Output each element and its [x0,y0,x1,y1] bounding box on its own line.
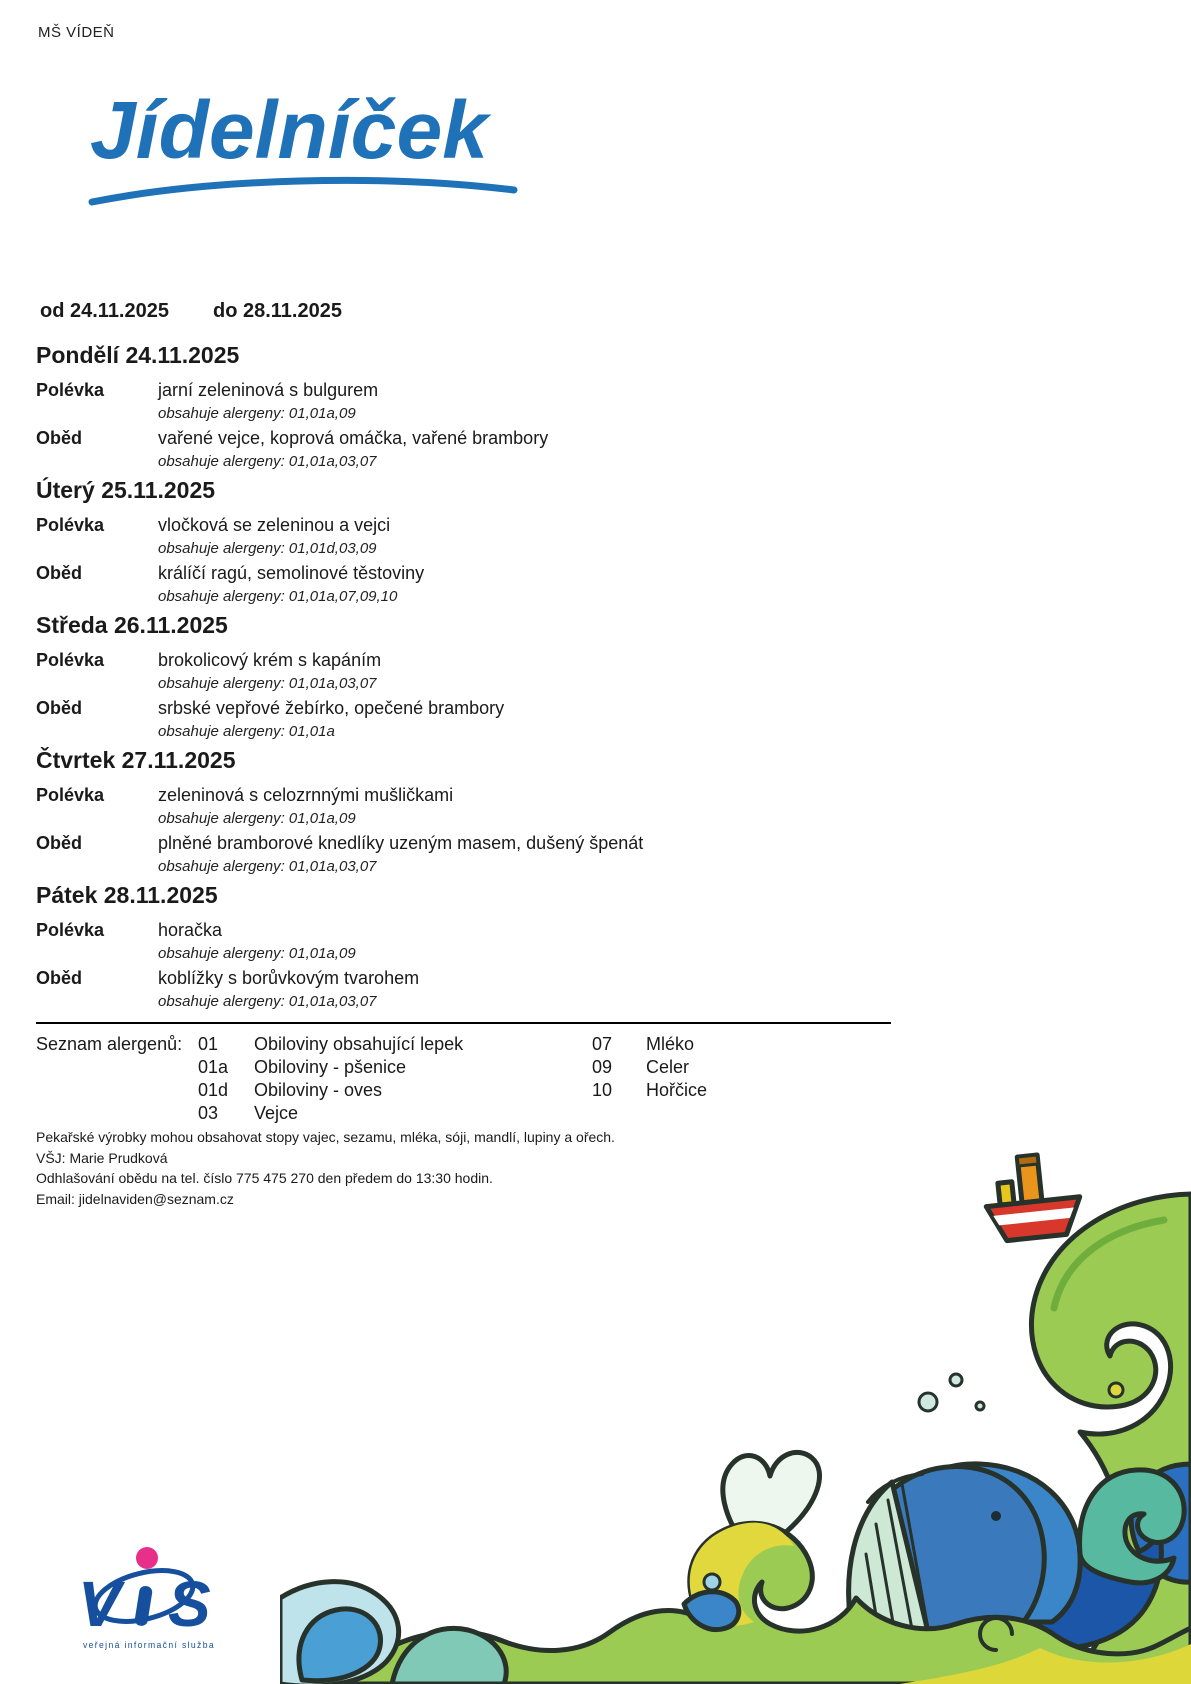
jidelnicek-logo [84,60,524,225]
dish-text: srbské vepřové žebírko, opečené brambory [158,698,505,718]
allergen-code: 09 [592,1057,613,1077]
allergen-note: obsahuje alergeny: 01,01a,07,09,10 [158,588,398,605]
allergen-name: Obiloviny - oves [254,1080,383,1100]
allergen-code: 01a [198,1057,229,1077]
footer-line-phone: Odhlašování obědu na tel. číslo 775 475 270 den předem do 13:30 hodin. [36,1170,493,1186]
boat-icon [981,1151,1083,1242]
meal-row [36,561,916,609]
day-section-wednesday [36,612,916,744]
meal-label: Oběd [36,833,83,853]
dish-text: plněné bramborové knedlíky uzeným masem, dušený špenát [158,833,644,853]
allergen-note: obsahuje alergeny: 01,01a,09 [158,405,356,422]
allergen-code: 01d [198,1080,229,1100]
meal-label: Oběd [36,968,83,988]
date-from: od 24.11.2025 [40,300,169,322]
meal-label: Polévka [36,920,105,940]
allergen-code: 10 [592,1080,613,1100]
day-section-thursday [36,747,916,879]
logo-text: Jídelníček [90,85,493,176]
footer-line-email: Email: jidelnaviden@seznam.cz [36,1190,234,1207]
dish-text: vařené vejce, koprová omáčka, vařené brambory [158,428,549,448]
allergen-name: Obiloviny obsahující lepek [254,1034,464,1054]
vis-letter-v: V [78,1568,121,1640]
allergen-name: Obiloviny - pšenice [254,1057,407,1077]
vis-logo-svg [74,1544,224,1656]
vis-letter-s: S [168,1568,211,1640]
day-title: Středa 26.11.2025 [36,612,228,638]
meal-label: Oběd [36,428,83,448]
allergen-note: obsahuje alergeny: 01,01d,03,09 [158,540,377,557]
meal-label: Polévka [36,650,105,670]
allergen-note: obsahuje alergeny: 01,01a,09 [158,945,356,962]
date-range [40,300,342,323]
dish-text: jarní zeleninová s bulgurem [158,380,379,400]
wave-illustration [280,1084,1191,1684]
dish-text: horačka [158,920,223,940]
day-title: Čtvrtek 27.11.2025 [36,747,236,773]
dish-text: zeleninová s celozrnnými mušličkami [158,785,454,805]
dish-text: koblížky s borůvkovým tvarohem [158,968,420,988]
allergen-code: 01 [198,1034,219,1054]
vis-tagline: veřejná informační služba [83,1640,215,1651]
divider-line [36,1022,891,1024]
day-title: Úterý 25.11.2025 [36,477,216,503]
allergen-note: obsahuje alergeny: 01,01a,03,07 [158,675,377,692]
meal-label: Oběd [36,698,83,718]
dish-text: brokolicový krém s kapáním [158,650,382,670]
meal-row [36,966,916,1014]
meal-row [36,696,916,744]
dish-text: králíčí ragú, semolinové těstoviny [158,563,425,583]
day-title: Pátek 28.11.2025 [36,882,218,908]
meal-label: Polévka [36,380,105,400]
allergen-name: Mléko [646,1034,695,1054]
footer-line-vsj: VŠJ: Marie Prudková [36,1149,168,1166]
allergen-name: Vejce [254,1103,299,1123]
meal-row [36,783,916,831]
bubbles [919,1374,984,1411]
allergen-code: 03 [198,1103,219,1123]
date-to: do 28.11.2025 [212,300,342,322]
allergen-note: obsahuje alergeny: 01,01a [158,723,335,740]
footer-line-bakery-note: Pekařské výrobky mohou obsahovat stopy vajec, sezamu, mléka, sóji, mandlí, lupiny a ořech. [36,1129,615,1145]
meal-row [36,648,916,696]
allergen-note: obsahuje alergeny: 01,01a,03,07 [158,453,377,470]
meal-row [36,918,916,966]
allergen-note: obsahuje alergeny: 01,01a,09 [158,810,356,827]
meal-label: Oběd [36,563,83,583]
meal-row [36,513,916,561]
vis-pink-dot-icon [136,1547,158,1569]
day-section-friday [36,882,916,1014]
allergen-code: 07 [592,1034,613,1054]
meal-row [36,426,916,474]
meal-row [36,378,916,426]
day-section-monday [36,342,916,474]
allergen-name: Hořčice [646,1080,708,1100]
allergen-legend-heading: Seznam alergenů: [36,1034,183,1054]
allergen-name: Celer [646,1057,690,1077]
meal-label: Polévka [36,785,105,805]
allergen-note: obsahuje alergeny: 01,01a,03,07 [158,993,377,1010]
logo-underline-swoosh [92,180,514,202]
organization-name: MŠ VÍDEŇ [38,24,115,41]
day-section-tuesday [36,477,916,609]
vis-logo [74,1544,224,1656]
meal-row [36,831,916,879]
allergen-note: obsahuje alergeny: 01,01a,03,07 [158,858,377,875]
meal-label: Polévka [36,515,105,535]
jidelnicek-logo-svg [84,60,524,225]
day-title: Pondělí 24.11.2025 [36,342,240,368]
dish-text: vločková se zeleninou a vejci [158,515,391,535]
weekly-menu [36,342,916,1017]
